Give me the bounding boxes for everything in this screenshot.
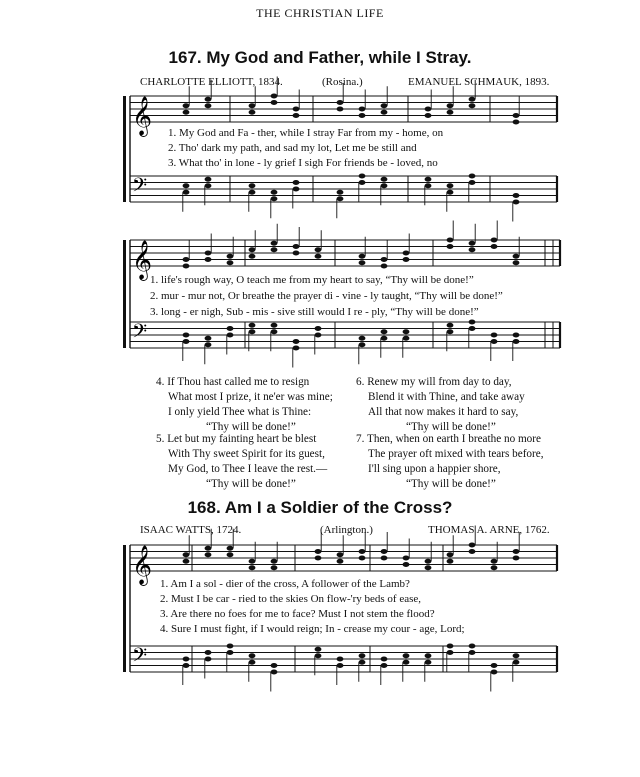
h168-s1-note <box>227 546 234 551</box>
stanza-line: With Thy sweet Spirit for its guest, <box>168 448 325 460</box>
h167-s1-note <box>183 110 190 115</box>
h168-s1-brace <box>123 545 126 672</box>
h167-s2-note <box>381 257 388 262</box>
h167-s2-note <box>183 339 190 344</box>
h167-s1-note <box>205 103 212 108</box>
h167-s2-note <box>293 339 300 344</box>
h168-s1-note <box>271 559 278 564</box>
section-heading: THE CHRISTIAN LIFE <box>256 6 384 20</box>
h167-s1-note <box>469 103 476 108</box>
h167-s1-treble-clef: 𝄞 <box>132 96 152 135</box>
h168-s1-note <box>381 556 388 561</box>
h168-s1-note <box>447 559 454 564</box>
stanza-refrain: “Thy will be done!” <box>206 478 296 490</box>
hymn-168-lyric-4: 4. Sure I must fight, if I would reign; In - crease my cour - age, Lord; <box>160 623 465 635</box>
h167-s2-note <box>403 336 410 341</box>
h167-s1-note <box>359 180 366 185</box>
h167-s1-note <box>359 107 366 112</box>
stanza-line: My God, to Thee I leave the rest.— <box>168 463 328 475</box>
h167-s2-note <box>359 260 366 265</box>
stanza-line: The prayer oft mixed with tears before, <box>368 448 544 460</box>
h168-s1-note <box>183 663 190 668</box>
hymn-168-lyric-1: 1. Am I a sol - dier of the cross, A follower of the Lamb? <box>160 578 410 590</box>
h167-s2-note <box>513 254 520 259</box>
h167-s2-note <box>183 257 190 262</box>
h167-s2-note <box>271 329 278 334</box>
h168-s1-note <box>183 552 190 557</box>
h167-s1-note <box>447 110 454 115</box>
h167-s1-note <box>425 177 432 182</box>
h167-s2-note <box>359 342 366 347</box>
h168-s1-note <box>513 660 520 665</box>
stanza-7 <box>356 432 544 492</box>
h168-s1-note <box>337 552 344 557</box>
h167-s1-note <box>293 180 300 185</box>
h168-s1-note <box>227 644 234 649</box>
h167-s2-note <box>271 247 278 252</box>
stanza-refrain: “Thy will be done!” <box>406 478 496 490</box>
h168-s1-note <box>249 660 256 665</box>
h167-s1-note <box>381 183 388 188</box>
h168-s1-note <box>513 653 520 658</box>
h168-s1-note <box>227 650 234 655</box>
h167-s2-note <box>469 320 476 325</box>
h167-s1-note <box>381 110 388 115</box>
h167-s2-note <box>447 244 454 249</box>
stanza-line: What most I prize, it ne'er was mine; <box>168 391 333 403</box>
h168-s1-note <box>491 663 498 668</box>
h168-s1-note <box>381 663 388 668</box>
h167-s2-note <box>183 333 190 338</box>
h167-s1-note <box>293 187 300 192</box>
h168-s1-note <box>315 653 322 658</box>
h167-s2-note <box>513 260 520 265</box>
h167-s1-note <box>183 183 190 188</box>
h167-s2-note <box>293 251 300 256</box>
h167-s1-note <box>359 174 366 179</box>
h168-s1-note <box>403 562 410 567</box>
h167-s1-note <box>447 183 454 188</box>
h168-s1-note <box>271 565 278 570</box>
h167-s2-note <box>205 342 212 347</box>
h167-s1-note <box>205 97 212 102</box>
h168-s1-note <box>359 549 366 554</box>
hymn-168-lyric-3: 3. Are there no foes for me to face? Must I not stem the flood? <box>160 608 435 620</box>
stanza-line: All that now makes it hard to say, <box>368 406 519 418</box>
h168-s1-note <box>183 657 190 662</box>
h167-s1-note <box>381 103 388 108</box>
h168-s1-note <box>315 556 322 561</box>
h167-s2-note <box>315 326 322 331</box>
h167-s2-note <box>293 244 300 249</box>
hymn-167-author: CHARLOTTE ELLIOTT, 1834. <box>140 76 283 88</box>
hymn-167-tune: (Rosina.) <box>322 76 363 88</box>
hymn-168-title: 168. Am I a Soldier of the Cross? <box>187 498 453 517</box>
h167-s2-note <box>469 241 476 246</box>
h168-s1-note <box>359 653 366 658</box>
h168-s1-note <box>227 552 234 557</box>
h167-s1-note <box>183 190 190 195</box>
h167-s2-note <box>205 257 212 262</box>
h167-s1-note <box>249 183 256 188</box>
hymn-168-tune: (Arlington.) <box>320 524 373 536</box>
h167-s1-note <box>513 120 520 125</box>
h167-s2-note <box>315 247 322 252</box>
h168-s1-note <box>513 556 520 561</box>
h167-s2-note <box>249 323 256 328</box>
stanza-6 <box>356 375 525 435</box>
h168-s1-note <box>205 650 212 655</box>
hymn-168-author: ISAAC WATTS, 1724. <box>140 524 242 536</box>
h168-s1-note <box>205 552 212 557</box>
h167-s2-note <box>227 254 234 259</box>
h167-s1-note <box>271 190 278 195</box>
h168-s1-note <box>315 647 322 652</box>
hymn-167-s2-lyric-1: 1. life's rough way, O teach me from my heart to say, “Thy will be done!” <box>150 274 474 286</box>
h167-s1-note <box>469 97 476 102</box>
h167-s2-note <box>403 251 410 256</box>
stanza-line: Blend it with Thine, and take away <box>368 391 525 403</box>
h167-s1-note <box>271 94 278 99</box>
h167-s1-note <box>425 107 432 112</box>
h167-s2-note <box>447 329 454 334</box>
h167-s2-note <box>381 336 388 341</box>
stanza-4 <box>156 375 333 435</box>
h167-s1-note <box>425 113 432 118</box>
stanza-line: 7. Then, when on earth I breathe no more <box>356 433 541 445</box>
h168-s1-note <box>249 559 256 564</box>
h167-s2-note <box>271 241 278 246</box>
h168-s1-note <box>381 549 388 554</box>
h168-s1-note <box>359 660 366 665</box>
h167-s2-note <box>447 323 454 328</box>
h168-s1-note <box>271 663 278 668</box>
h167-s1-bass-clef: 𝄢 <box>132 173 148 202</box>
stanza-line: 4. If Thou hast called me to resign <box>156 376 310 388</box>
h167-s2-note <box>491 244 498 249</box>
h168-s1-note <box>315 549 322 554</box>
h167-s2-note <box>205 336 212 341</box>
h168-s1-note <box>447 650 454 655</box>
h167-s1-note <box>447 190 454 195</box>
h167-s2-note <box>315 333 322 338</box>
h167-s1-note <box>271 196 278 201</box>
stanza-line: I'll sing upon a happier shore, <box>368 463 501 475</box>
h168-s1-note <box>491 559 498 564</box>
h168-s1-note <box>249 565 256 570</box>
h167-s1-note <box>205 177 212 182</box>
stanza-line: I only yield Thee what is Thine: <box>168 406 312 418</box>
h168-s1-bass-clef: 𝄢 <box>132 643 148 672</box>
hymn-167-s1-lyric-3: 3. What tho' in lone - ly grief I sigh For friends be - loved, no <box>168 157 438 169</box>
h167-s2-note <box>513 333 520 338</box>
h168-s1-note <box>271 670 278 675</box>
stanza-5 <box>156 432 327 492</box>
h168-s1-note <box>469 543 476 548</box>
h168-s1-note <box>403 556 410 561</box>
h167-s1-note <box>469 174 476 179</box>
stanza-line: 5. Let but my fainting heart be blest <box>156 433 317 445</box>
h167-s2-note <box>381 329 388 334</box>
h167-s1-note <box>271 100 278 105</box>
h167-s2-brace <box>123 240 126 348</box>
hymn-167-s2-lyric-3: 3. long - er nigh, Sub - mis - sive still would I re - ply, “Thy will be done!” <box>150 306 479 318</box>
h167-s1-note <box>425 183 432 188</box>
hymn-167-s1-lyric-2: 2. Tho' dark my path, and sad my lot, Let me be still and <box>168 142 417 154</box>
h168-s1-note <box>381 657 388 662</box>
h167-s1-note <box>249 103 256 108</box>
h167-s1-note <box>469 180 476 185</box>
h167-s1-note <box>359 113 366 118</box>
h167-s2-note <box>359 336 366 341</box>
h168-s1-note <box>359 556 366 561</box>
h167-s2-note <box>293 346 300 351</box>
hymn-167-title: 167. My God and Father, while I Stray. <box>168 48 472 67</box>
h167-s1-note <box>205 183 212 188</box>
h167-s1-note <box>249 110 256 115</box>
h168-s1-note <box>425 565 432 570</box>
h167-s2-note <box>469 326 476 331</box>
h167-s2-note <box>249 247 256 252</box>
h167-s2-note <box>403 257 410 262</box>
h168-s1-note <box>249 653 256 658</box>
h168-s1-note <box>403 660 410 665</box>
h168-s1-note <box>513 549 520 554</box>
h167-s2-note <box>183 264 190 269</box>
h167-s2-note <box>205 251 212 256</box>
h168-s1-note <box>205 657 212 662</box>
h168-s1-note <box>425 653 432 658</box>
h167-s2-note <box>491 339 498 344</box>
h168-s1-note <box>183 559 190 564</box>
stanza-refrain: “Thy will be done!” <box>406 421 496 433</box>
h167-s1-note <box>337 190 344 195</box>
h168-s1-note <box>491 565 498 570</box>
h167-s1-note <box>381 177 388 182</box>
h168-s1-note <box>337 657 344 662</box>
h167-s2-note <box>227 260 234 265</box>
h167-s1-note <box>513 193 520 198</box>
h167-s2-treble-clef: 𝄞 <box>132 240 152 279</box>
h167-s1-note <box>293 113 300 118</box>
h167-s2-note <box>403 329 410 334</box>
h168-s1-note <box>447 552 454 557</box>
h168-s1-note <box>469 644 476 649</box>
h167-s1-note <box>337 196 344 201</box>
hymn-168-composer: THOMAS A. ARNE, 1762. <box>428 524 550 536</box>
stanza-line: 6. Renew my will from day to day, <box>356 376 512 388</box>
h167-s1-note <box>337 107 344 112</box>
h167-s1-note <box>293 107 300 112</box>
h167-s2-note <box>315 254 322 259</box>
h168-s1-note <box>205 546 212 551</box>
h167-s2-note <box>359 254 366 259</box>
hymn-167-composer: EMANUEL SCHMAUK, 1893. <box>408 76 550 88</box>
h168-s1-note <box>425 559 432 564</box>
hymn-168-lyric-2: 2. Must I be car - ried to the skies On flow-'ry beds of ease, <box>160 593 422 605</box>
h167-s2-note <box>227 333 234 338</box>
hymn-167-s1-lyric-1: 1. My God and Fa - ther, while I stray Far from my - home, on <box>168 127 444 139</box>
h167-s2-note <box>469 247 476 252</box>
h167-s1-note <box>249 190 256 195</box>
h167-s2-note <box>447 238 454 243</box>
h168-s1-note <box>403 653 410 658</box>
h167-s2-note <box>227 326 234 331</box>
h167-s2-note <box>249 329 256 334</box>
hymn-167-s2-lyric-2: 2. mur - mur not, Or breathe the prayer di - vine - ly taught, “Thy will be done!” <box>150 290 503 302</box>
h167-s2-note <box>513 339 520 344</box>
h168-s1-note <box>469 650 476 655</box>
h167-s1-note <box>513 200 520 205</box>
h168-s1-note <box>447 644 454 649</box>
h167-s2-note <box>491 333 498 338</box>
h168-s1-treble-clef: 𝄞 <box>132 545 152 584</box>
h167-s1-note <box>337 100 344 105</box>
h168-s1-note <box>425 660 432 665</box>
h168-s1-note <box>469 549 476 554</box>
h167-s2-note <box>249 254 256 259</box>
h167-s2-note <box>381 264 388 269</box>
h167-s1-note <box>513 113 520 118</box>
stanza-refrain: “Thy will be done!” <box>206 421 296 433</box>
h168-s1-note <box>337 663 344 668</box>
h168-s1-note <box>337 559 344 564</box>
h168-s1-note <box>491 670 498 675</box>
h167-s1-note <box>447 103 454 108</box>
h167-s1-note <box>183 103 190 108</box>
h167-s2-note <box>271 323 278 328</box>
h167-s1-brace <box>123 96 126 202</box>
h167-s2-note <box>491 238 498 243</box>
h167-s2-bass-clef: 𝄢 <box>132 319 148 348</box>
